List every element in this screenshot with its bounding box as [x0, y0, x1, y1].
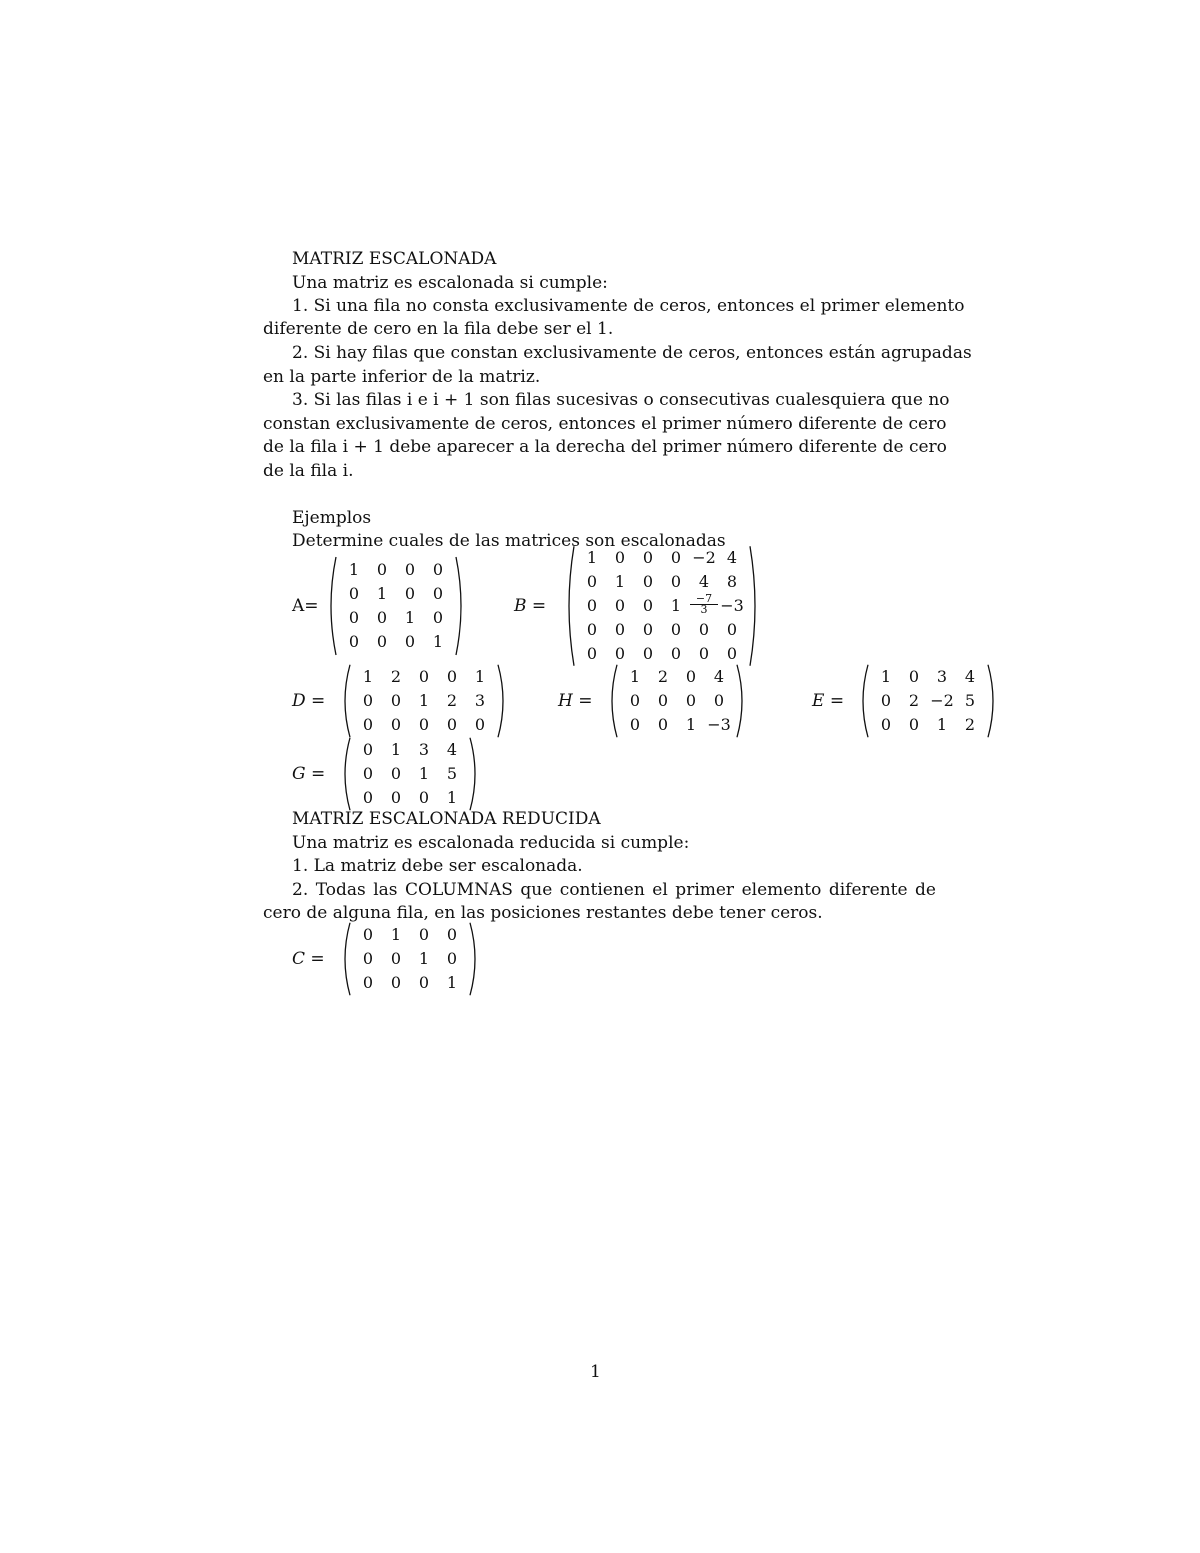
- matrix-cell: 1: [936, 715, 948, 734]
- matrix-cell: 1: [418, 691, 430, 710]
- matrix-cell: 0: [418, 715, 430, 734]
- matrix-b-label: B =: [514, 596, 547, 616]
- rule-3-line-1: 3. Si las filas i e i + 1 son filas sucesivas o consecutivas cualesquiera que no: [292, 390, 950, 410]
- matrix-cell: −3: [720, 596, 744, 615]
- matrix-g-label: G =: [292, 764, 326, 784]
- matrix-cell: 0: [446, 715, 458, 734]
- matrix-cell: 1: [614, 572, 626, 591]
- matrix-cell: 0: [614, 620, 626, 639]
- matrix-cell: 0: [670, 548, 682, 567]
- matrix-d-label: D =: [292, 691, 326, 711]
- matrix-cell: 0: [642, 644, 654, 663]
- matrix-c-label: C =: [292, 949, 325, 969]
- matrix-cell: 0: [446, 925, 458, 944]
- rule-3-line-4: de la fila i.: [263, 461, 354, 481]
- matrix-cell: −2: [692, 548, 716, 567]
- rule-1-line-2: diferente de cero en la fila debe ser el 1.: [263, 319, 614, 339]
- rule-2-line-1: 2. Si hay filas que constan exclusivamente de ceros, entonces están agrupadas: [292, 343, 972, 363]
- matrix-cell: 1: [880, 667, 892, 686]
- matrix-cell: 0: [657, 715, 669, 734]
- matrix-cell: 0: [908, 667, 920, 686]
- matrix-cell: 3: [418, 740, 430, 759]
- matrix-cell: 0: [362, 788, 374, 807]
- section-2-rule-1: 1. La matriz debe ser escalonada.: [292, 856, 583, 876]
- matrix-cell: 0: [698, 644, 710, 663]
- matrix-cell: 4: [726, 548, 738, 567]
- matrix-a-label: A=: [292, 596, 319, 616]
- matrix-cell: 0: [713, 691, 725, 710]
- matrix-cell: 0: [880, 715, 892, 734]
- left-parenthesis: [324, 556, 338, 656]
- matrix-cell: 1: [376, 584, 388, 603]
- matrix-cell: 0: [390, 788, 402, 807]
- matrix-cell: 0: [685, 667, 697, 686]
- matrix-cell: 2: [390, 667, 402, 686]
- matrix-cell: 0: [670, 620, 682, 639]
- matrix-cell: 0: [390, 691, 402, 710]
- matrix-cell: −3: [707, 715, 731, 734]
- matrix-cell: −2: [930, 691, 954, 710]
- matrix-cell: 0: [446, 667, 458, 686]
- section-2-rule-2-line-1: 2. Todas las COLUMNAS que contienen el primer elemento diferente de: [292, 880, 936, 900]
- rule-3-line-3: de la fila i + 1 debe aparecer a la derecha del primer número diferente de cero: [263, 437, 947, 457]
- examples-prompt: Determine cuales de las matrices son escalonadas: [292, 531, 726, 551]
- matrix-cell: 0: [629, 715, 641, 734]
- matrix-cell: 0: [404, 584, 416, 603]
- matrix-cell: 0: [390, 949, 402, 968]
- left-parenthesis: [562, 545, 576, 667]
- matrix-cell: 0: [418, 973, 430, 992]
- matrix-cell: 1: [404, 608, 416, 627]
- matrix-cell: 3: [474, 691, 486, 710]
- examples-title: Ejemplos: [292, 508, 372, 528]
- matrix-cell: 0: [376, 608, 388, 627]
- matrix-cell: 0: [642, 572, 654, 591]
- matrix-cell: 0: [362, 715, 374, 734]
- matrix-e-label: E =: [812, 691, 845, 711]
- left-parenthesis: [338, 922, 352, 996]
- section-2-title: MATRIZ ESCALONADA REDUCIDA: [292, 809, 601, 829]
- matrix-cell: 0: [614, 548, 626, 567]
- matrix-cell: 0: [908, 715, 920, 734]
- matrix-h: [605, 664, 749, 738]
- matrix-c: [338, 922, 482, 996]
- right-parenthesis: [468, 922, 482, 996]
- matrix-cell: 0: [390, 764, 402, 783]
- left-parenthesis: [338, 664, 352, 738]
- matrix-cell: 0: [348, 584, 360, 603]
- matrix-cell: 1: [348, 560, 360, 579]
- left-parenthesis: [338, 737, 352, 811]
- matrix-cell: 0: [362, 764, 374, 783]
- matrix-cell: 0: [629, 691, 641, 710]
- left-parenthesis: [605, 664, 619, 738]
- matrix-cell: 0: [362, 973, 374, 992]
- matrix-cell: 0: [418, 667, 430, 686]
- matrix-a: [324, 556, 468, 656]
- right-parenthesis: [496, 664, 510, 738]
- matrix-cell: 1: [474, 667, 486, 686]
- matrix-cell: 1: [390, 925, 402, 944]
- matrix-cell: 1: [432, 632, 444, 651]
- matrix-cell: 2: [657, 667, 669, 686]
- matrix-cell: [690, 594, 718, 618]
- matrix-cell: 0: [642, 548, 654, 567]
- matrix-cell: 0: [642, 620, 654, 639]
- matrix-cell: 4: [446, 740, 458, 759]
- matrix-cell: 8: [726, 572, 738, 591]
- matrix-cell: 5: [446, 764, 458, 783]
- right-parenthesis: [454, 556, 468, 656]
- matrix-cell: 0: [586, 572, 598, 591]
- matrix-cell: 3: [936, 667, 948, 686]
- matrix-cell: 2: [964, 715, 976, 734]
- matrix-d: [338, 664, 510, 738]
- fraction-numerator: −7: [690, 594, 718, 605]
- matrix-cell: 1: [418, 764, 430, 783]
- matrix-cell: 0: [586, 596, 598, 615]
- matrix-cell: 2: [908, 691, 920, 710]
- matrix-cell: 0: [432, 560, 444, 579]
- matrix-cell: 1: [629, 667, 641, 686]
- matrix-cell: 0: [376, 632, 388, 651]
- matrix-cell: 0: [446, 949, 458, 968]
- matrix-cell: 0: [362, 691, 374, 710]
- matrix-cell: 0: [348, 608, 360, 627]
- matrix-cell: 0: [474, 715, 486, 734]
- matrix-cell: 2: [446, 691, 458, 710]
- matrix-cell: 0: [376, 560, 388, 579]
- matrix-cell: 0: [362, 740, 374, 759]
- matrix-cell: 0: [418, 788, 430, 807]
- matrix-cell: 0: [586, 620, 598, 639]
- matrix-cell: 0: [362, 949, 374, 968]
- matrix-cell: 1: [418, 949, 430, 968]
- matrix-cell: 1: [586, 548, 598, 567]
- fraction-denominator: 3: [700, 603, 708, 616]
- matrix-cell: 0: [670, 644, 682, 663]
- right-parenthesis: [468, 737, 482, 811]
- matrix-cell: 1: [362, 667, 374, 686]
- matrix-cell: 5: [964, 691, 976, 710]
- matrix-cell: 0: [642, 596, 654, 615]
- matrix-cell: 0: [880, 691, 892, 710]
- matrix-cell: 0: [726, 644, 738, 663]
- rule-2-line-2: en la parte inferior de la matriz.: [263, 367, 541, 387]
- section-title: MATRIZ ESCALONADA: [292, 249, 497, 269]
- matrix-e: [856, 664, 1000, 738]
- matrix-cell: 0: [404, 560, 416, 579]
- matrix-cell: 0: [418, 925, 430, 944]
- matrix-h-label: H =: [558, 691, 593, 711]
- matrix-cell: 0: [698, 620, 710, 639]
- matrix-cell: 4: [964, 667, 976, 686]
- intro-text: Una matriz es escalonada si cumple:: [292, 273, 608, 293]
- matrix-cell: 0: [432, 608, 444, 627]
- right-parenthesis: [735, 664, 749, 738]
- section-2-intro: Una matriz es escalonada reducida si cumple:: [292, 833, 690, 853]
- matrix-cell: 0: [614, 596, 626, 615]
- matrix-cell: 0: [390, 973, 402, 992]
- matrix-cell: 1: [670, 596, 682, 615]
- matrix-cell: 0: [432, 584, 444, 603]
- page-number: 1: [590, 1362, 601, 1382]
- matrix-cell: 1: [446, 973, 458, 992]
- matrix-cell: 4: [713, 667, 725, 686]
- matrix-cell: 1: [390, 740, 402, 759]
- matrix-cell: 0: [404, 632, 416, 651]
- matrix-g: [338, 737, 482, 811]
- matrix-cell: 0: [614, 644, 626, 663]
- left-parenthesis: [856, 664, 870, 738]
- matrix-cell: 0: [726, 620, 738, 639]
- matrix-cell: 0: [586, 644, 598, 663]
- matrix-cell: 0: [657, 691, 669, 710]
- matrix-cell: 0: [670, 572, 682, 591]
- section-2-rule-2-line-2: cero de alguna fila, en las posiciones restantes debe tener ceros.: [263, 903, 823, 923]
- rule-3-line-2: constan exclusivamente de ceros, entonces el primer número diferente de cero: [263, 414, 947, 434]
- matrix-cell: 0: [390, 715, 402, 734]
- right-parenthesis: [986, 664, 1000, 738]
- matrix-cell: 0: [685, 691, 697, 710]
- matrix-cell: 1: [446, 788, 458, 807]
- matrix-b: [562, 545, 762, 667]
- right-parenthesis: [748, 545, 762, 667]
- matrix-cell: 0: [348, 632, 360, 651]
- rule-1-line-1: 1. Si una fila no consta exclusivamente de ceros, entonces el primer elemento: [292, 296, 965, 316]
- matrix-cell: 0: [362, 925, 374, 944]
- matrix-cell: 4: [698, 572, 710, 591]
- matrix-cell: 1: [685, 715, 697, 734]
